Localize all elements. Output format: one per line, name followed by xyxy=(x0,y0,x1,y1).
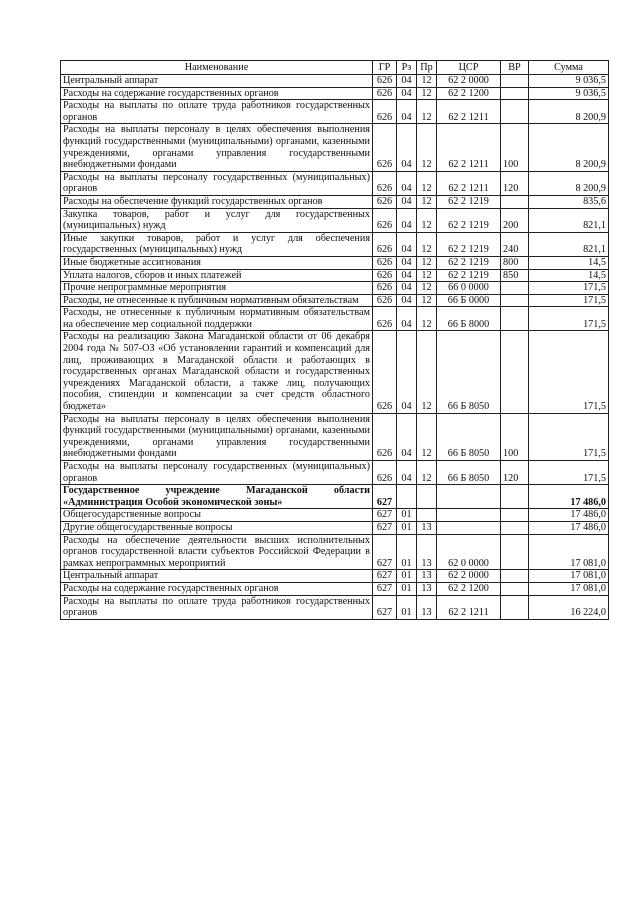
table-row xyxy=(61,521,609,534)
row-sum: 171,5 xyxy=(529,294,609,307)
row-pr: 12 xyxy=(417,208,437,232)
row-csr: 62 2 0000 xyxy=(437,570,501,583)
row-pr: 13 xyxy=(417,521,437,534)
row-name: Иные закупки товаров, работ и услуг для обеспечения государственных (муниципальных) нужд xyxy=(61,232,373,256)
row-gr: 627 xyxy=(373,485,397,509)
table-row xyxy=(61,582,609,595)
row-vr: 120 xyxy=(501,461,529,485)
table-row xyxy=(61,413,609,460)
row-pr: 12 xyxy=(417,195,437,208)
table-row xyxy=(61,485,609,509)
row-csr: 62 2 1200 xyxy=(437,582,501,595)
table-row xyxy=(61,595,609,619)
row-rz: 01 xyxy=(397,534,417,570)
row-vr xyxy=(501,282,529,295)
table-row xyxy=(61,208,609,232)
row-vr: 200 xyxy=(501,208,529,232)
row-name: Расходы, не отнесенные к публичным нормативным обязательствам xyxy=(61,294,373,307)
row-vr xyxy=(501,570,529,583)
row-sum: 171,5 xyxy=(529,461,609,485)
row-csr xyxy=(437,509,501,522)
row-csr: 62 2 1211 xyxy=(437,100,501,124)
row-sum: 9 036,5 xyxy=(529,87,609,100)
row-rz xyxy=(397,485,417,509)
row-rz: 04 xyxy=(397,195,417,208)
row-pr: 13 xyxy=(417,534,437,570)
header-gr: ГР xyxy=(373,61,397,75)
row-pr: 12 xyxy=(417,232,437,256)
row-name: Расходы на реализацию Закона Магаданской области от 06 декабря 2004 года № 507-ОЗ «Об установлении гарантий и компенсаций для лиц, проживающих в Магаданской области и работающих в государственных органах Магаданской области и государственных учреждениях Магаданской области, а также лиц, получающих пособия, стипендии и компенсации за счет средств областного бюджета» xyxy=(61,331,373,413)
row-pr: 12 xyxy=(417,331,437,413)
row-name: Расходы на содержание государственных органов xyxy=(61,582,373,595)
row-csr: 66 Б 8000 xyxy=(437,307,501,331)
row-rz: 04 xyxy=(397,87,417,100)
row-pr: 13 xyxy=(417,570,437,583)
row-csr: 66 Б 8050 xyxy=(437,461,501,485)
table-row xyxy=(61,232,609,256)
row-pr: 12 xyxy=(417,100,437,124)
row-pr: 12 xyxy=(417,256,437,269)
row-sum: 16 224,0 xyxy=(529,595,609,619)
row-vr xyxy=(501,595,529,619)
row-gr: 626 xyxy=(373,294,397,307)
row-csr: 66 Б 0000 xyxy=(437,294,501,307)
row-name: Расходы на обеспечение функций государственных органов xyxy=(61,195,373,208)
row-sum: 171,5 xyxy=(529,331,609,413)
row-sum: 14,5 xyxy=(529,269,609,282)
table-body xyxy=(61,75,609,620)
row-vr xyxy=(501,509,529,522)
row-pr: 12 xyxy=(417,413,437,460)
row-pr xyxy=(417,509,437,522)
row-rz: 04 xyxy=(397,269,417,282)
row-csr: 62 2 1219 xyxy=(437,269,501,282)
row-pr: 12 xyxy=(417,461,437,485)
row-name: Центральный аппарат xyxy=(61,75,373,88)
row-name: Уплата налогов, сборов и иных платежей xyxy=(61,269,373,282)
row-vr xyxy=(501,195,529,208)
row-csr: 62 2 1211 xyxy=(437,595,501,619)
row-sum: 17 486,0 xyxy=(529,485,609,509)
row-name: Закупка товаров, работ и услуг для государственных (муниципальных) нужд xyxy=(61,208,373,232)
row-csr: 62 0 0000 xyxy=(437,534,501,570)
row-name: Прочие непрограммные мероприятия xyxy=(61,282,373,295)
row-csr: 62 2 1219 xyxy=(437,256,501,269)
row-gr: 626 xyxy=(373,75,397,88)
row-name: Расходы на содержание государственных органов xyxy=(61,87,373,100)
row-vr xyxy=(501,75,529,88)
row-sum: 171,5 xyxy=(529,282,609,295)
row-rz: 04 xyxy=(397,75,417,88)
header-rz: Рз xyxy=(397,61,417,75)
row-csr: 62 2 1211 xyxy=(437,171,501,195)
row-gr: 626 xyxy=(373,269,397,282)
row-csr: 62 2 1200 xyxy=(437,87,501,100)
row-sum: 9 036,5 xyxy=(529,75,609,88)
row-gr: 626 xyxy=(373,208,397,232)
row-vr: 800 xyxy=(501,256,529,269)
row-pr: 12 xyxy=(417,75,437,88)
row-sum: 17 081,0 xyxy=(529,582,609,595)
table-row xyxy=(61,534,609,570)
table-row xyxy=(61,124,609,171)
row-pr: 12 xyxy=(417,87,437,100)
table-row xyxy=(61,256,609,269)
row-name: Расходы, не отнесенные к публичным нормативным обязательствам на обеспечение мер социальной поддержки xyxy=(61,307,373,331)
row-sum: 821,1 xyxy=(529,232,609,256)
row-gr: 626 xyxy=(373,461,397,485)
row-pr: 12 xyxy=(417,269,437,282)
row-gr: 626 xyxy=(373,256,397,269)
row-csr xyxy=(437,521,501,534)
row-name: Иные бюджетные ассигнования xyxy=(61,256,373,269)
row-rz: 04 xyxy=(397,100,417,124)
row-vr: 240 xyxy=(501,232,529,256)
table-row xyxy=(61,100,609,124)
table-row xyxy=(61,509,609,522)
header-vr: ВР xyxy=(501,61,529,75)
row-rz: 01 xyxy=(397,582,417,595)
row-gr: 627 xyxy=(373,582,397,595)
row-name: Центральный аппарат xyxy=(61,570,373,583)
row-vr xyxy=(501,485,529,509)
table-row xyxy=(61,87,609,100)
row-rz: 01 xyxy=(397,570,417,583)
row-name: Другие общегосударственные вопросы xyxy=(61,521,373,534)
row-vr xyxy=(501,534,529,570)
row-sum: 821,1 xyxy=(529,208,609,232)
row-gr: 626 xyxy=(373,307,397,331)
row-vr xyxy=(501,307,529,331)
row-pr: 13 xyxy=(417,595,437,619)
row-vr xyxy=(501,294,529,307)
row-gr: 626 xyxy=(373,87,397,100)
row-vr xyxy=(501,521,529,534)
row-rz: 04 xyxy=(397,461,417,485)
table-row xyxy=(61,75,609,88)
row-sum: 17 081,0 xyxy=(529,534,609,570)
row-csr: 62 2 1219 xyxy=(437,232,501,256)
row-vr xyxy=(501,582,529,595)
row-name: Государственное учреждение Магаданской области «Администрация Особой экономической зоны» xyxy=(61,485,373,509)
row-vr xyxy=(501,100,529,124)
row-pr: 12 xyxy=(417,294,437,307)
table-row xyxy=(61,331,609,413)
row-csr: 66 0 0000 xyxy=(437,282,501,295)
row-rz: 04 xyxy=(397,331,417,413)
table-header-row xyxy=(61,61,609,75)
row-gr: 626 xyxy=(373,282,397,295)
row-rz: 04 xyxy=(397,208,417,232)
row-pr: 12 xyxy=(417,124,437,171)
row-gr: 626 xyxy=(373,232,397,256)
row-sum: 171,5 xyxy=(529,307,609,331)
header-sum: Сумма xyxy=(529,61,609,75)
row-name: Расходы на выплаты по оплате труда работников государственных органов xyxy=(61,100,373,124)
header-csr: ЦСР xyxy=(437,61,501,75)
row-name: Расходы на выплаты персоналу в целях обеспечения выполнения функций государственными (муниципальными) органами, казенными учреждениями, органами управления государственными внебюджетными фондами xyxy=(61,413,373,460)
row-rz: 04 xyxy=(397,282,417,295)
row-rz: 04 xyxy=(397,413,417,460)
row-gr: 626 xyxy=(373,171,397,195)
row-sum: 835,6 xyxy=(529,195,609,208)
row-gr: 627 xyxy=(373,570,397,583)
row-sum: 8 200,9 xyxy=(529,171,609,195)
header-pr: Пр xyxy=(417,61,437,75)
row-pr: 12 xyxy=(417,282,437,295)
row-pr xyxy=(417,485,437,509)
row-rz: 04 xyxy=(397,307,417,331)
row-csr: 66 Б 8050 xyxy=(437,331,501,413)
budget-table xyxy=(60,60,609,620)
row-rz: 01 xyxy=(397,521,417,534)
table-row xyxy=(61,269,609,282)
row-csr: 62 2 1219 xyxy=(437,208,501,232)
table-row xyxy=(61,195,609,208)
row-rz: 04 xyxy=(397,294,417,307)
row-csr: 62 2 0000 xyxy=(437,75,501,88)
row-vr xyxy=(501,87,529,100)
row-sum: 8 200,9 xyxy=(529,100,609,124)
row-sum: 17 486,0 xyxy=(529,509,609,522)
row-gr: 627 xyxy=(373,509,397,522)
row-gr: 627 xyxy=(373,534,397,570)
row-name: Расходы на выплаты персоналу в целях обеспечения выполнения функций государственными (муниципальными) органами, казенными учреждениями, органами управления государственными внебюджетными фондами xyxy=(61,124,373,171)
row-vr: 120 xyxy=(501,171,529,195)
row-sum: 8 200,9 xyxy=(529,124,609,171)
row-csr: 62 2 1219 xyxy=(437,195,501,208)
row-rz: 01 xyxy=(397,509,417,522)
row-rz: 04 xyxy=(397,232,417,256)
row-vr: 100 xyxy=(501,413,529,460)
row-name: Расходы на обеспечение деятельности высших исполнительных органов государственной власти субъектов Российской Федерации в рамках непрограммных мероприятий xyxy=(61,534,373,570)
table-row xyxy=(61,570,609,583)
row-gr: 627 xyxy=(373,521,397,534)
row-gr: 626 xyxy=(373,100,397,124)
row-gr: 627 xyxy=(373,595,397,619)
row-rz: 01 xyxy=(397,595,417,619)
table-row xyxy=(61,307,609,331)
table-row xyxy=(61,282,609,295)
row-csr xyxy=(437,485,501,509)
row-sum: 17 081,0 xyxy=(529,570,609,583)
row-gr: 626 xyxy=(373,331,397,413)
row-pr: 13 xyxy=(417,582,437,595)
header-name: Наименование xyxy=(61,61,373,75)
row-sum: 14,5 xyxy=(529,256,609,269)
row-name: Расходы на выплаты по оплате труда работников государственных органов xyxy=(61,595,373,619)
row-gr: 626 xyxy=(373,195,397,208)
row-rz: 04 xyxy=(397,256,417,269)
row-pr: 12 xyxy=(417,307,437,331)
table-row xyxy=(61,461,609,485)
row-name: Общегосударственные вопросы xyxy=(61,509,373,522)
row-gr: 626 xyxy=(373,124,397,171)
row-rz: 04 xyxy=(397,124,417,171)
table-row xyxy=(61,294,609,307)
row-csr: 62 2 1211 xyxy=(437,124,501,171)
row-name: Расходы на выплаты персоналу государственных (муниципальных) органов xyxy=(61,171,373,195)
row-vr xyxy=(501,331,529,413)
row-csr: 66 Б 8050 xyxy=(437,413,501,460)
row-pr: 12 xyxy=(417,171,437,195)
row-gr: 626 xyxy=(373,413,397,460)
table-row xyxy=(61,171,609,195)
row-sum: 171,5 xyxy=(529,413,609,460)
row-vr: 850 xyxy=(501,269,529,282)
row-vr: 100 xyxy=(501,124,529,171)
row-name: Расходы на выплаты персоналу государственных (муниципальных) органов xyxy=(61,461,373,485)
row-sum: 17 486,0 xyxy=(529,521,609,534)
row-rz: 04 xyxy=(397,171,417,195)
